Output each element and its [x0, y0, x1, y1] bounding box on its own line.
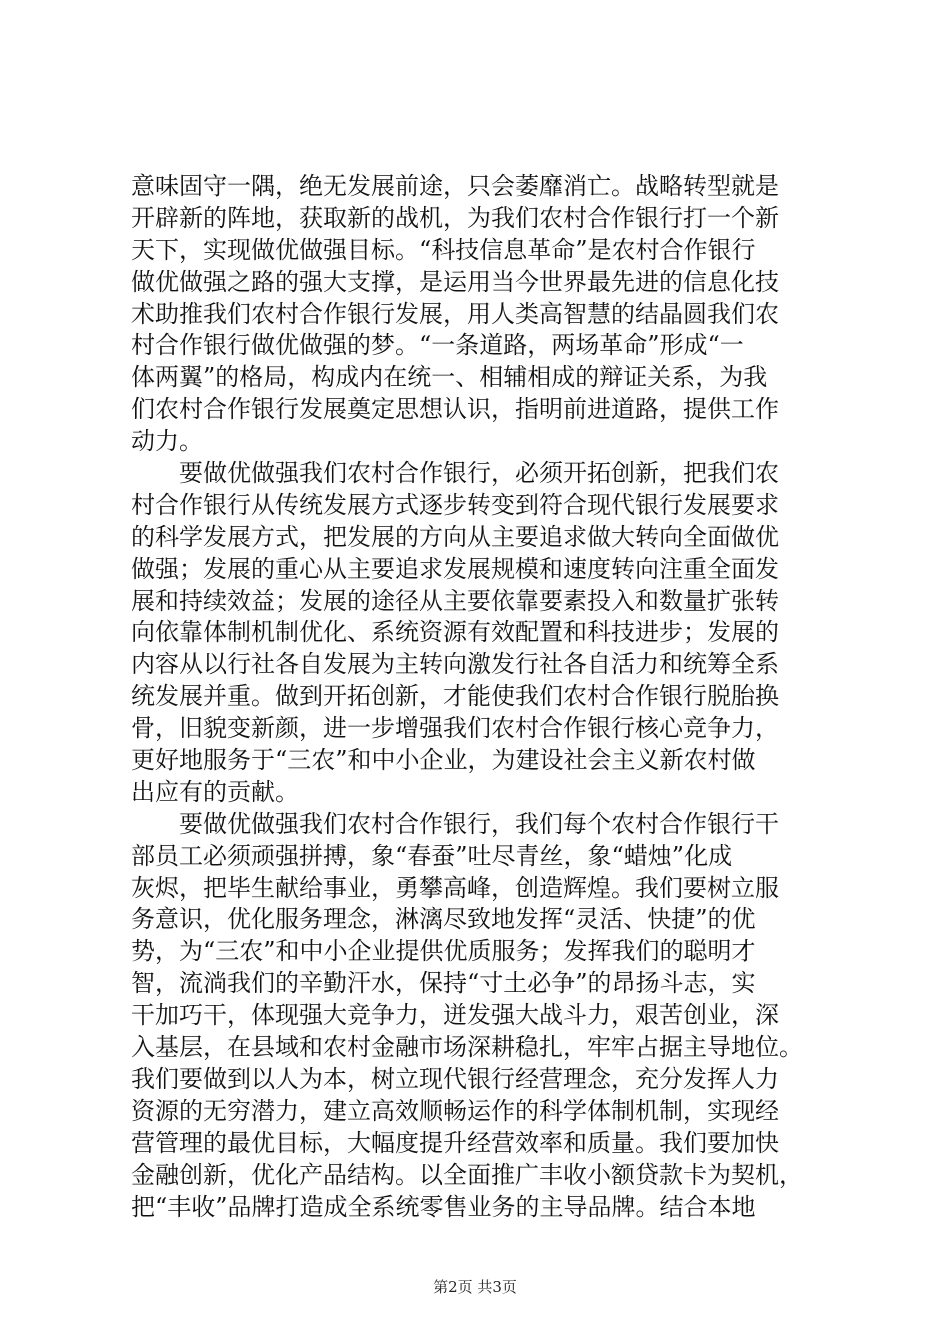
text-line: 务意识，优化服务理念，淋漓尽致地发挥“灵活、快捷”的优 — [131, 905, 756, 934]
text-line: 体两翼”的格局，构成内在统一、相辅相成的辩证关系，为我 — [131, 363, 768, 392]
text-line: 干加巧干，体现强大竞争力，迸发强大战斗力，艰苦创业，深 — [131, 1001, 779, 1030]
text-line: 入基层，在县域和农村金融市场深耕稳扎，牢牢占据主导地位。 — [131, 1033, 803, 1062]
text-line: 天下，实现做优做强目标。“科技信息革命”是农村合作银行 — [131, 235, 756, 264]
text-line: 出应有的贡献。 — [131, 777, 299, 806]
text-line: 做强；发展的重心从主要追求发展规模和速度转向注重全面发 — [131, 554, 779, 583]
text-line: 灰烬，把毕生献给事业，勇攀高峰，创造辉煌。我们要树立服 — [131, 873, 779, 902]
text-line: 向依靠体制机制优化、系统资源有效配置和科技进步；发展的 — [131, 618, 779, 647]
text-line: 统发展并重。做到开拓创新，才能使我们农村合作银行脱胎换 — [131, 682, 779, 711]
text-line: 们农村合作银行发展奠定思想认识，指明前进道路，提供工作 — [131, 395, 779, 424]
text-line: 营管理的最优目标，大幅度提升经营效率和质量。我们要加快 — [131, 1128, 779, 1157]
text-line: 动力。 — [131, 427, 203, 456]
text-line: 村合作银行做优做强的梦。“一条道路，两场革命”形成“一 — [131, 331, 744, 360]
text-line: 做优做强之路的强大支撑，是运用当今世界最先进的信息化技 — [131, 267, 779, 296]
text-line: 更好地服务于“三农”和中小企业，为建设社会主义新农村做 — [131, 746, 756, 775]
text-line: 村合作银行从传统发展方式逐步转变到符合现代银行发展要求 — [131, 490, 779, 519]
text-line: 开辟新的阵地，获取新的战机，为我们农村合作银行打一个新 — [131, 203, 779, 232]
text-line: 我们要做到以人为本，树立现代银行经营理念，充分发挥人力 — [131, 1064, 779, 1093]
text-line: 术助推我们农村合作银行发展，用人类高智慧的结晶圆我们农 — [131, 299, 779, 328]
text-line: 意味固守一隅，绝无发展前途，只会萎靡消亡。战略转型就是 — [131, 172, 779, 200]
page-footer: 第2页 共3页 — [433, 1278, 517, 1296]
text-line: 内容从以行社各自发展为主转向激发行社各自活力和统筹全系 — [131, 650, 779, 679]
text-line: 骨，旧貌变新颜，进一步增强我们农村合作银行核心竞争力， — [131, 714, 779, 743]
body-text — [131, 171, 831, 1223]
text-line: 势，为“三农”和中小企业提供优质服务；发挥我们的聪明才 — [131, 937, 756, 966]
text-line: 资源的无穷潜力，建立高效顺畅运作的科学体制机制，实现经 — [131, 1096, 779, 1125]
text-line: 的科学发展方式，把发展的方向从主要追求做大转向全面做优 — [131, 522, 779, 551]
text-line: 金融创新，优化产品结构。以全面推广丰收小额贷款卡为契机， — [131, 1160, 803, 1189]
text-line: 要做优做强我们农村合作银行，必须开拓创新，把我们农 — [131, 459, 779, 488]
text-line: 要做优做强我们农村合作银行，我们每个农村合作银行干 — [131, 809, 779, 838]
text-line: 展和持续效益；发展的途径从主要依靠要素投入和数量扩张转 — [131, 586, 779, 615]
text-line: 把“丰收”品牌打造成全系统零售业务的主导品牌。结合本地 — [131, 1192, 756, 1221]
text-line: 部员工必须顽强拼搏，象“春蚕”吐尽青丝，象“蜡烛”化成 — [131, 841, 733, 870]
text-line: 智，流淌我们的辛勤汗水，保持“寸土必争”的昂扬斗志，实 — [131, 969, 756, 998]
